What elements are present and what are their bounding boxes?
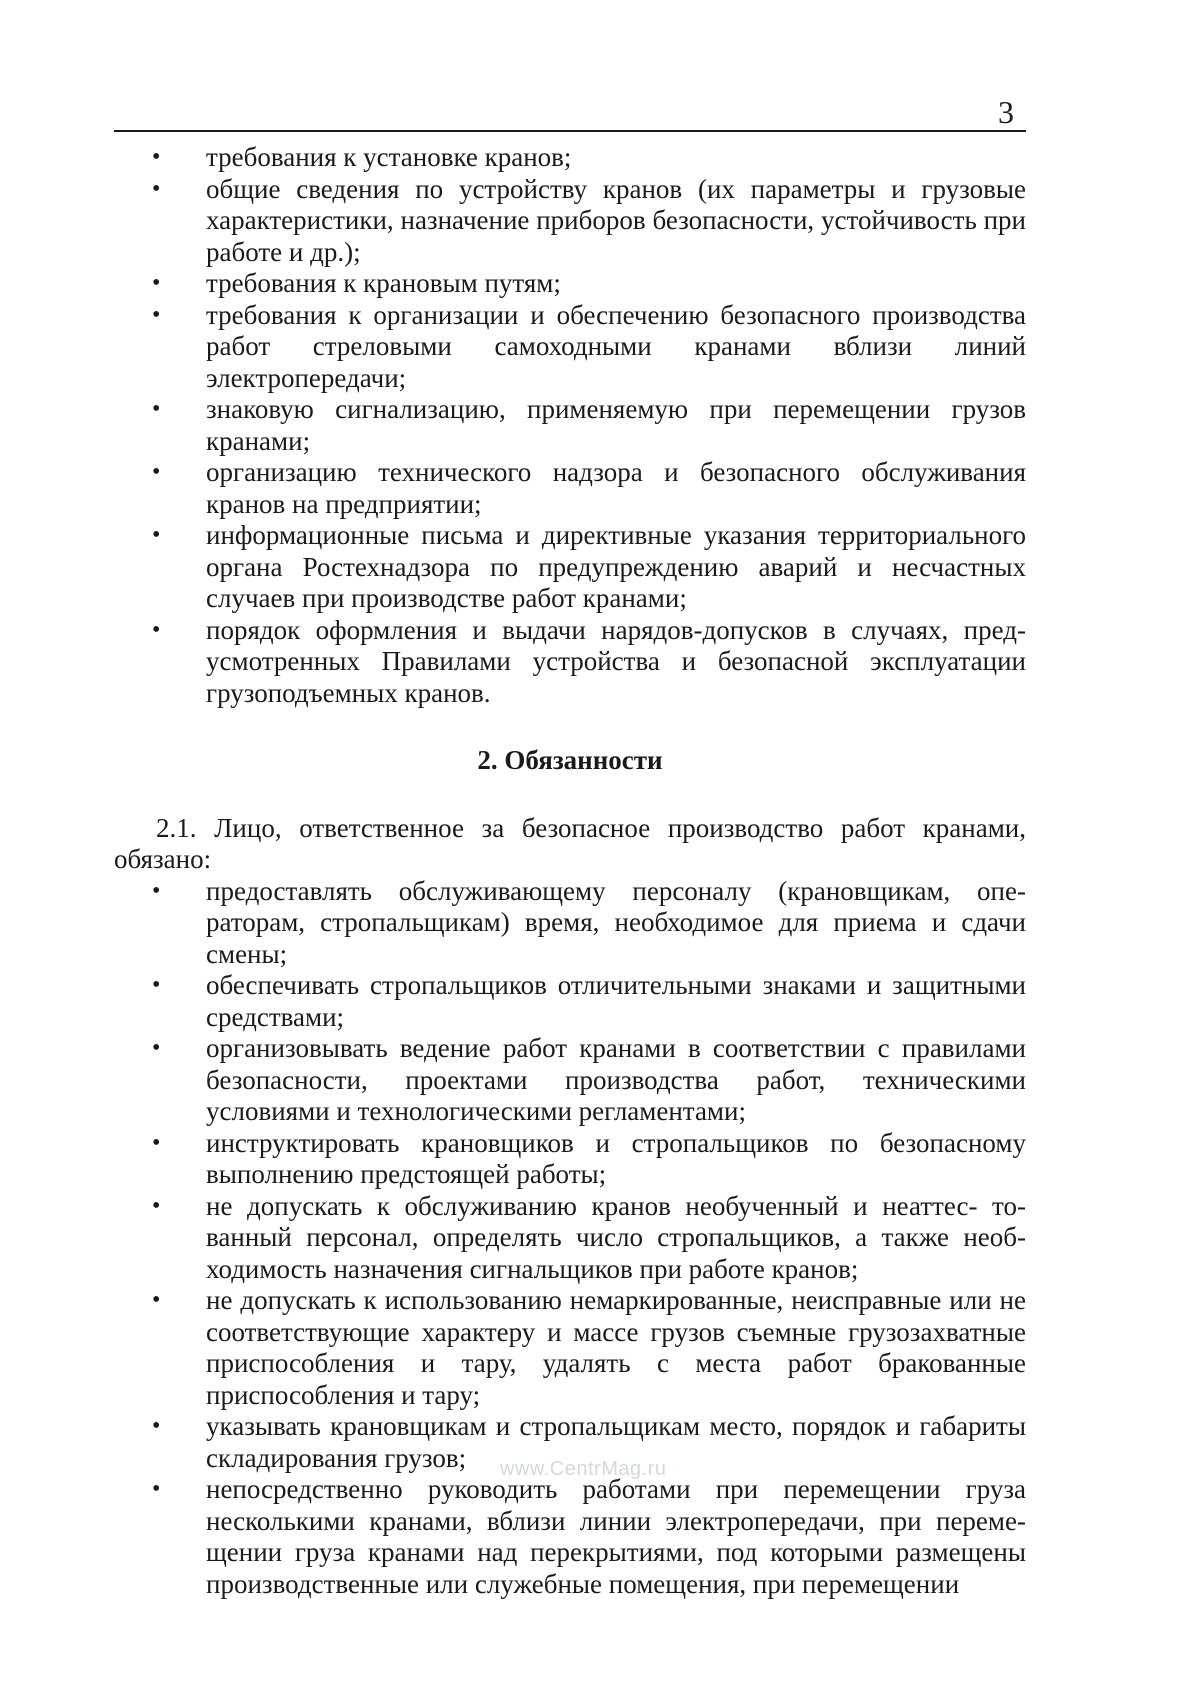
bullet-icon: • [152, 396, 161, 422]
list-item-text: не допускать к обслуживанию кранов необученный и неаттес- тованный персонал, определять число стропальщиков, а также необходимость назначения сигнальщиков при работе кранов; [206, 1190, 1026, 1284]
list-item-text: предоставлять обслуживающему персоналу (крановщикам, операторам, стропальщикам) время, необходимое для приема и сдачи смены; [206, 875, 1026, 969]
bullet-icon: • [152, 1287, 161, 1313]
intro-paragraph: 2.1. Лицо, ответственное за безопасное производство работ кранами, обязано: [114, 812, 1026, 874]
bullet-icon: • [152, 1035, 161, 1061]
list-item [114, 394, 1026, 457]
bullet-icon: • [152, 877, 161, 904]
list-item [114, 1285, 1026, 1411]
list-item [114, 1474, 1026, 1600]
header-rule [114, 130, 1026, 132]
list-item [114, 1128, 1026, 1191]
list-item-text: информационные письма и директивные указания территориального органа Ростехнадзора по предупреждению аварий и несчастных случаев при производстве работ кранами; [206, 520, 1026, 613]
list-item [114, 1033, 1026, 1128]
bullet-icon: • [152, 1413, 161, 1439]
bullet-icon: • [152, 522, 161, 548]
list-item [114, 615, 1026, 710]
list-item [114, 300, 1026, 395]
list-item [114, 142, 1026, 174]
list-item-text: инструктировать крановщиков и стропальщиков по безопасному выполнению предстоящей работы; [206, 1127, 1026, 1189]
bullet-icon: • [152, 270, 161, 296]
list-item-text: не допускать к использованию немаркированные, неисправные или не соответствующие характеру и массе грузов съемные грузозахватные приспособления и тару, удалять с места работ бракованные приспособления и тару; [206, 1285, 1026, 1410]
bullet-icon: • [152, 1192, 161, 1219]
list-item [114, 1191, 1026, 1286]
page-content [114, 142, 1026, 1600]
bullet-icon: • [152, 1129, 161, 1156]
bullet-icon: • [152, 1476, 161, 1502]
bullet-list-duties [114, 876, 1026, 1601]
list-item [114, 970, 1026, 1033]
watermark: www.CentrMag.ru [500, 1458, 667, 1480]
bullet-icon: • [152, 459, 161, 485]
list-item-text: требования к крановым путям; [206, 268, 561, 298]
bullet-list-requirements [114, 142, 1026, 709]
list-item-text: обеспечивать стропальщиков отличительными знаками и защитными средствами; [206, 970, 1026, 1032]
list-item-text: организовывать ведение работ кранами в соответствии с правилами безопасности, проектами производства работ, техническими условиями и технологическими регламентами; [206, 1033, 1026, 1126]
list-item [114, 520, 1026, 615]
bullet-icon: • [152, 616, 161, 643]
bullet-icon: • [152, 301, 161, 328]
list-item-text: указывать крановщикам и стропальщикам место, порядок и габариты складирования грузов; [206, 1411, 1026, 1473]
bullet-icon: • [152, 972, 161, 998]
section-title: 2. Обязанности [477, 745, 663, 775]
list-item-text: требования к установке кранов; [206, 142, 572, 172]
list-item [114, 876, 1026, 971]
list-item [114, 174, 1026, 269]
bullet-icon: • [152, 144, 161, 170]
list-item-text: организацию технического надзора и безопасного обслуживания кранов на предприятии; [206, 457, 1026, 519]
list-item-text: порядок оформления и выдачи нарядов-допусков в случаях, предусмотренных Правилами устройства и безопасной эксплуатации грузоподъемных кранов. [206, 614, 1026, 708]
list-item-text: общие сведения по устройству кранов (их параметры и грузовые характеристики, назначение приборов безопасности, устойчивость при работе и др.); [206, 173, 1026, 267]
list-item-text: знаковую сигнализацию, применяемую при перемещении грузов кранами; [206, 394, 1026, 456]
list-item [114, 457, 1026, 520]
bullet-icon: • [152, 175, 161, 202]
list-item-text: непосредственно руководить работами при перемещении груза несколькими кранами, вблизи линии электропередачи, при перемещении груза кранами над перекрытиями, под которыми размещены производственные или служебные помещения, при перемещении [206, 1474, 1026, 1599]
page-number: 3 [998, 94, 1014, 130]
list-item-text: требования к организации и обеспечению безопасного производства работ стреловыми самоходными кранами вблизи линий электропередачи; [206, 299, 1026, 393]
list-item [114, 268, 1026, 300]
